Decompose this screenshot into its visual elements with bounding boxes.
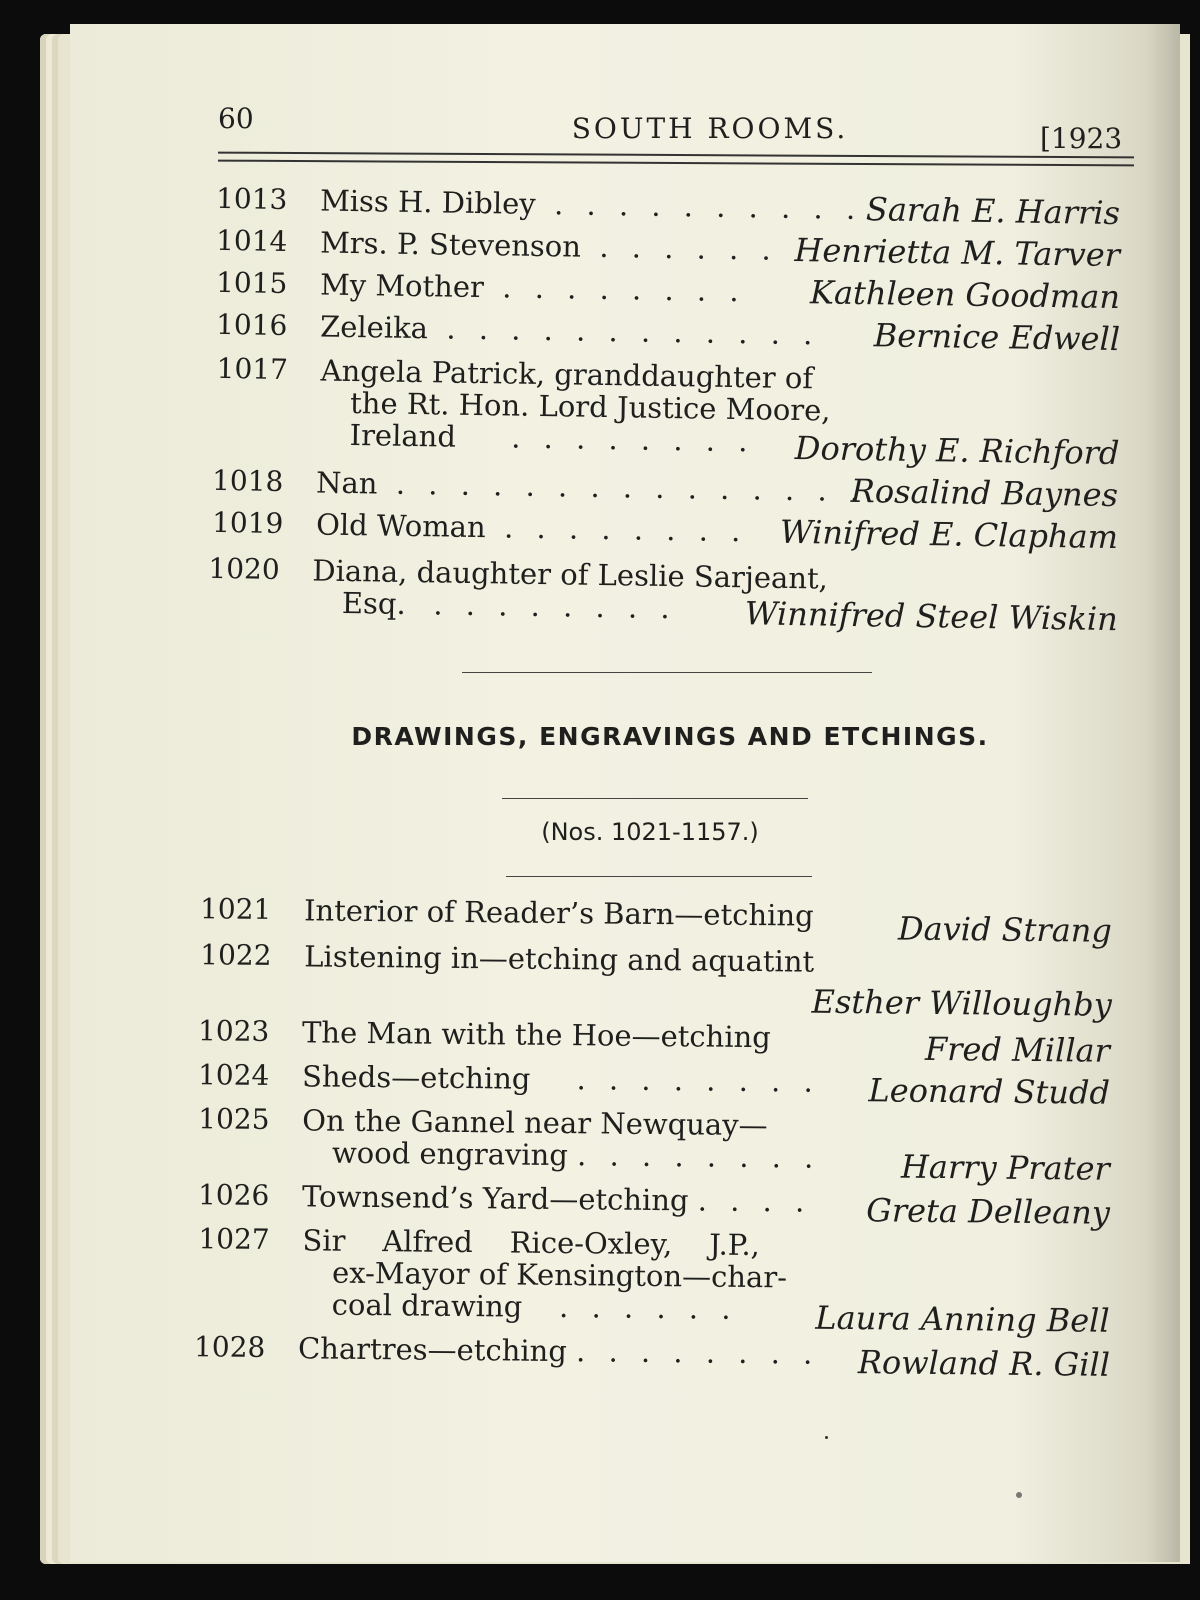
entry-artist: Rowland R. Gill	[857, 1343, 1111, 1384]
section-number-range: (Nos. 1021-1157.)	[541, 818, 759, 846]
entry-number: 1022	[200, 938, 272, 972]
entry-title: Angela Patrick, granddaughter of	[320, 353, 814, 396]
year-marker: [1923	[1040, 122, 1123, 155]
entry-title: The Man with the Hoe—etching	[301, 1015, 772, 1055]
entry-artist: Harry Prater	[900, 1147, 1111, 1188]
entry-number: 1023	[197, 1014, 270, 1048]
entry-artist: Sarah E. Harris	[865, 190, 1121, 233]
catalogue-entry	[207, 553, 1118, 647]
entry-number: 1017	[216, 351, 289, 387]
section-divider	[502, 798, 808, 799]
entry-artist: Rosalind Baynes	[850, 471, 1119, 515]
entry-number: 1027	[198, 1222, 270, 1256]
entry-title: Old Woman . . . . . . . .	[315, 507, 748, 549]
entry-artist: Laura Anning Bell	[815, 1298, 1110, 1340]
section-heading: DRAWINGS, ENGRAVINGS AND ETCHINGS.	[351, 722, 989, 751]
entry-number: 1024	[197, 1058, 270, 1092]
entry-number: 1026	[197, 1178, 270, 1212]
entry-artist: Henrietta M. Tarver	[794, 230, 1121, 275]
catalogue-entry	[199, 892, 1113, 950]
entry-number: 1025	[198, 1102, 270, 1136]
entry-artist: Esther Willoughby	[811, 982, 1113, 1024]
entry-number: 1014	[215, 223, 288, 259]
page-number: 60	[218, 102, 254, 135]
entry-artist: Kathleen Goodman	[809, 273, 1121, 317]
entry-artist: Greta Delleany	[866, 1191, 1111, 1232]
entry-title: My Mother . . . . . . . .	[319, 267, 746, 309]
entry-artist: Dorothy E. Richford	[794, 428, 1120, 473]
entry-title: Zeleika . . . . . . . . . . . .	[319, 309, 820, 352]
entry-title: Miss H. Dibley . . . . . . . . . .	[319, 183, 863, 227]
entry-number: 1028	[193, 1330, 266, 1364]
section-divider	[462, 672, 872, 673]
entry-title-continued: wood engraving . . . . . . . .	[331, 1135, 821, 1175]
paper-speck	[825, 1436, 828, 1439]
entry-title: Sheds—etching . . . . . . . .	[301, 1059, 820, 1099]
entry-title: Interior of Reader’s Barn—etching	[303, 893, 814, 933]
paper-speck	[1016, 1492, 1022, 1498]
entry-number: 1019	[211, 505, 284, 541]
entry-title: Diana, daughter of Leslie Sarjeant,	[312, 553, 829, 596]
entry-title-continued: coal drawing . . . . . .	[331, 1287, 738, 1326]
entry-title: Nan . . . . . . . . . . . . . . . .	[315, 465, 899, 509]
entry-artist: Bernice Edwell	[873, 316, 1121, 359]
entry-artist: Leonard Studd	[868, 1071, 1111, 1112]
entry-number: 1018	[211, 463, 284, 499]
header-double-rule	[218, 152, 1134, 167]
entry-title-continued: Esq. . . . . . . . .	[341, 585, 677, 626]
entry-title: Mrs. P. Stevenson . . . . . .	[319, 225, 779, 267]
running-title: SOUTH ROOMS.	[571, 112, 849, 145]
entry-artist: Winifred E. Clapham	[779, 512, 1119, 557]
catalogue-entry	[212, 507, 1119, 561]
entry-title-continued: ex-Mayor of Kensington—char-	[331, 1255, 788, 1295]
catalogue-entry	[193, 1330, 1111, 1384]
entry-number: 1021	[199, 892, 272, 926]
entry-title: Listening in—etching and aquatint	[304, 939, 815, 979]
entry-title: Sir Alfred Rice-Oxley, J.P.,	[302, 1223, 761, 1263]
entry-number: 1013	[215, 181, 288, 217]
entry-title: On the Gannel near Newquay—	[302, 1103, 768, 1143]
entry-title-continued: Ireland . . . . . . . .	[349, 418, 755, 459]
entry-title-continued: the Rt. Hon. Lord Justice Moore,	[349, 386, 831, 428]
entry-title: Townsend’s Yard—etching . . . .	[301, 1179, 812, 1219]
catalogue-entry	[197, 1014, 1111, 1070]
entry-number: 1020	[208, 551, 280, 586]
entry-artist: Fred Millar	[924, 1029, 1111, 1070]
entry-title: Chartres—etching . . . . . . . .	[297, 1331, 820, 1371]
page-header	[70, 24, 1180, 184]
section-divider	[506, 876, 812, 877]
entry-number: 1016	[215, 307, 288, 343]
entry-artist: David Strang	[897, 909, 1113, 950]
catalogue-entry	[215, 353, 1121, 477]
catalogue-entry	[197, 1058, 1111, 1112]
entry-artist: Winnifred Steel Wiskin	[744, 594, 1119, 639]
entry-number: 1015	[215, 265, 288, 301]
catalogue-page	[70, 24, 1180, 1562]
catalogue-entry	[197, 1223, 1110, 1343]
catalogue-entry	[197, 1178, 1111, 1232]
